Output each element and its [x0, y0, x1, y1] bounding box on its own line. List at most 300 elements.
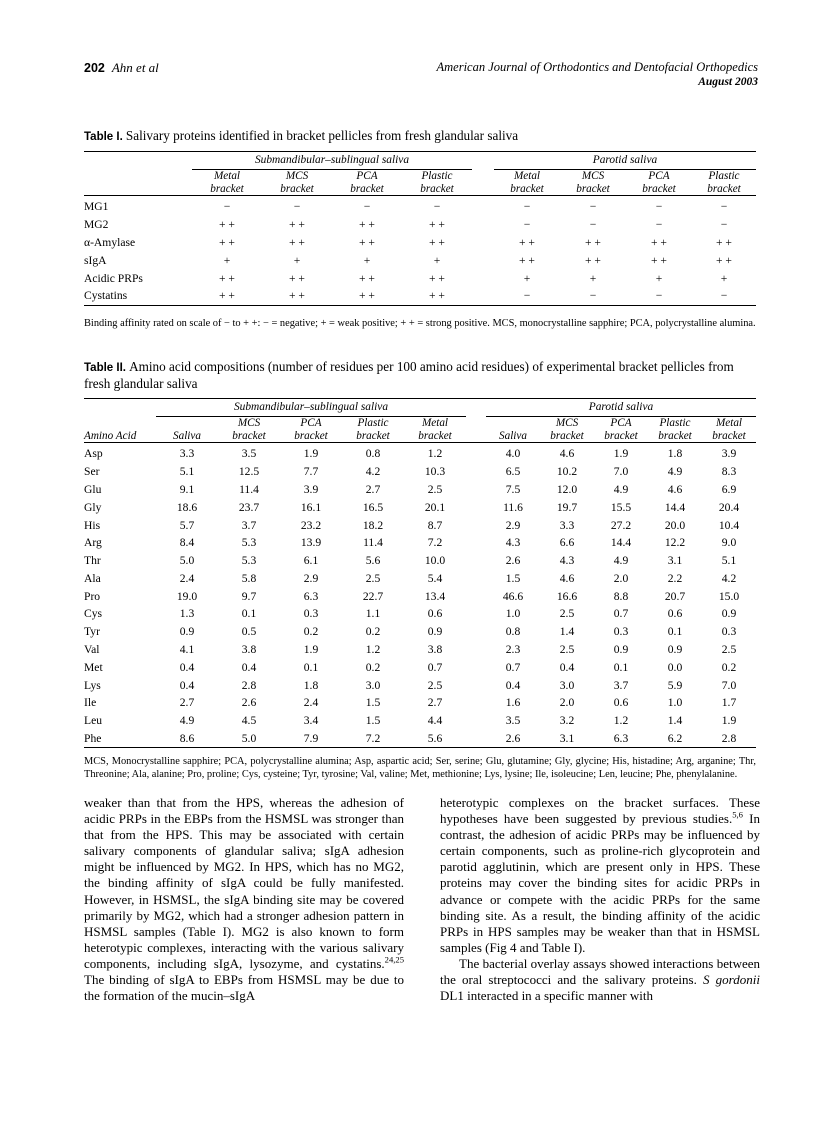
table-2-row-12-label: Met — [84, 660, 103, 674]
table-2-group-gap — [466, 569, 486, 587]
table-2-cell-12-6: 0.4 — [559, 660, 575, 674]
table-2-cell-13-7: 3.7 — [613, 678, 629, 692]
table-2-cell-1-9: 8.3 — [721, 465, 737, 479]
table-2-cell-5-4: 7.2 — [427, 536, 443, 550]
issue-date: August 2003 — [698, 76, 758, 88]
table-2-row-6-label: Thr — [84, 554, 101, 568]
table-2-cell-3-3: 16.5 — [362, 500, 384, 514]
table-2-cell-2-8: 4.6 — [667, 482, 683, 496]
table-2-cell-9-8: 0.6 — [667, 607, 683, 621]
table-2-cell-15-6: 3.2 — [559, 714, 575, 728]
table-2-cell-12-1: 0.4 — [241, 660, 257, 674]
table-1-cell-0-6: − — [655, 200, 663, 214]
table-2-row-11-label: Val — [84, 642, 100, 656]
table-1-cell-4-5: + — [589, 271, 597, 285]
table-row — [84, 463, 756, 481]
table-1-cell-4-1: + + — [289, 271, 305, 285]
running-head-authors: Ahn et al — [111, 60, 159, 75]
table-2-col-6: MCS bracket — [550, 417, 584, 442]
table-2-cell-15-5: 3.5 — [505, 714, 521, 728]
table-2-cell-10-7: 0.3 — [613, 625, 629, 639]
table-row — [84, 198, 756, 216]
table-2-cell-7-8: 2.2 — [667, 571, 683, 585]
table-2-cell-8-3: 22.7 — [362, 589, 384, 603]
table-2-cell-16-3: 7.2 — [365, 731, 381, 745]
table-2-group-gap — [466, 623, 486, 641]
table-2-cell-10-9: 0.3 — [721, 625, 737, 639]
table-2-cell-0-0: 3.3 — [179, 447, 195, 461]
table-2-cell-13-9: 7.0 — [721, 678, 737, 692]
table-2-cell-8-1: 9.7 — [241, 589, 257, 603]
table-1-cell-4-4: + — [523, 271, 531, 285]
table-2-cell-1-1: 12.5 — [238, 465, 260, 479]
table-2-cell-5-9: 9.0 — [721, 536, 737, 550]
table-2-cell-8-6: 16.6 — [556, 589, 578, 603]
species-name: S gordonii — [703, 972, 760, 988]
table-2-cell-16-5: 2.6 — [505, 731, 521, 745]
table-2-group-gap — [466, 463, 486, 481]
table-2-cell-4-9: 10.4 — [718, 518, 740, 532]
table-2-cell-14-3: 1.5 — [365, 696, 381, 710]
table-row — [84, 623, 756, 641]
table-2-row-13-label: Lys — [84, 678, 101, 692]
table-1-cell-5-6: − — [655, 289, 663, 303]
table-2-row-14-label: Ile — [84, 696, 97, 710]
table-2-cell-16-0: 8.6 — [179, 731, 195, 745]
table-2-cell-6-4: 10.0 — [424, 554, 446, 568]
table-2-cell-7-3: 2.5 — [365, 571, 381, 585]
table-2-cell-6-8: 3.1 — [667, 554, 683, 568]
table-2-cell-7-1: 5.8 — [241, 571, 257, 585]
table-2-cell-5-8: 12.2 — [664, 536, 686, 550]
table-2 — [84, 398, 756, 750]
table-2-col-7: PCA bracket — [604, 417, 638, 442]
table-2-cell-2-7: 4.9 — [613, 482, 629, 496]
table-2-cell-6-2: 6.1 — [303, 554, 319, 568]
table-2-cell-1-4: 10.3 — [424, 465, 446, 479]
table-2-row-4-label: His — [84, 518, 101, 532]
running-head-right — [437, 60, 759, 90]
table-2-cell-5-1: 5.3 — [241, 536, 257, 550]
table-2-cell-2-3: 2.7 — [365, 482, 381, 496]
table-2-cell-3-9: 20.4 — [718, 500, 740, 514]
table-2-cell-1-7: 7.0 — [613, 465, 629, 479]
table-2-group-gap — [466, 694, 486, 712]
table-2-cell-10-3: 0.2 — [365, 625, 381, 639]
table-2-row-0-label: Asp — [84, 447, 103, 461]
table-2-cell-5-2: 13.9 — [300, 536, 322, 550]
table-2-cell-12-8: 0.0 — [667, 660, 683, 674]
table-2-cell-4-6: 3.3 — [559, 518, 575, 532]
table-2-cell-6-7: 4.9 — [613, 554, 629, 568]
table-1-block — [84, 128, 756, 331]
table-2-cell-9-7: 0.7 — [613, 607, 629, 621]
table-row — [84, 694, 756, 712]
table-1-label: Table I. — [84, 131, 123, 143]
table-2-cell-11-5: 2.3 — [505, 642, 521, 656]
table-2-cell-6-3: 5.6 — [365, 554, 381, 568]
table-2-cell-16-8: 6.2 — [667, 731, 683, 745]
table-1 — [84, 151, 756, 312]
table-1-cell-3-1: + — [293, 253, 301, 267]
citation-superscript: 24,25 — [384, 954, 404, 965]
table-2-cell-6-5: 2.6 — [505, 554, 521, 568]
table-1-cell-5-3: + + — [429, 289, 445, 303]
table-1-cell-3-2: + — [363, 253, 371, 267]
table-2-cell-8-0: 19.0 — [176, 589, 198, 603]
table-2-cell-15-0: 4.9 — [179, 714, 195, 728]
table-1-cell-3-4: + + — [519, 253, 535, 267]
table-2-block — [84, 359, 756, 782]
table-2-cell-3-0: 18.6 — [176, 500, 198, 514]
table-2-cell-10-6: 1.4 — [559, 625, 575, 639]
table-1-cell-5-4: − — [523, 289, 531, 303]
table-2-col-9: Metal bracket — [712, 417, 746, 442]
running-head-left — [84, 60, 159, 76]
table-row — [84, 445, 756, 463]
table-2-cell-9-4: 0.6 — [427, 607, 443, 621]
table-row — [84, 658, 756, 676]
table-2-cell-0-9: 3.9 — [721, 447, 737, 461]
table-2-cell-13-0: 0.4 — [179, 678, 195, 692]
table-1-cell-3-6: + + — [651, 253, 667, 267]
table-2-cell-9-1: 0.1 — [241, 607, 257, 621]
table-2-cell-2-0: 9.1 — [179, 482, 195, 496]
table-2-cell-12-4: 0.7 — [427, 660, 443, 674]
table-2-cell-2-5: 7.5 — [505, 482, 521, 496]
table-1-cell-2-5: + + — [585, 235, 601, 249]
table-2-cell-4-7: 27.2 — [610, 518, 632, 532]
table-2-cell-4-2: 23.2 — [300, 518, 322, 532]
table-1-row-5-label: Cystatins — [84, 289, 128, 303]
table-2-cell-15-3: 1.5 — [365, 714, 381, 728]
table-1-cell-0-0: − — [223, 200, 231, 214]
table-1-cell-0-1: − — [293, 200, 301, 214]
body-column-left — [84, 795, 404, 1004]
table-2-cell-13-5: 0.4 — [505, 678, 521, 692]
table-2-cell-11-9: 2.5 — [721, 642, 737, 656]
table-2-cell-12-2: 0.1 — [303, 660, 319, 674]
table-2-group-gap — [466, 587, 486, 605]
table-2-row-15-label: Leu — [84, 714, 103, 728]
table-2-cell-11-2: 1.9 — [303, 642, 319, 656]
table-1-col-0: Metal bracket — [210, 170, 244, 195]
table-1-cell-2-3: + + — [429, 235, 445, 249]
table-2-cell-5-7: 14.4 — [610, 536, 632, 550]
table-2-cell-2-6: 12.0 — [556, 482, 578, 496]
table-2-bottom-rule — [84, 748, 756, 751]
table-1-col-5: MCS bracket — [576, 170, 610, 195]
table-2-row-5-label: Arg — [84, 536, 102, 550]
table-2-col-4: Metal bracket — [418, 417, 452, 442]
table-2-cell-9-6: 2.5 — [559, 607, 575, 621]
table-2-cell-13-3: 3.0 — [365, 678, 381, 692]
table-1-cell-4-7: + — [720, 271, 728, 285]
table-2-col-5: Saliva — [499, 429, 527, 442]
table-row — [84, 481, 756, 499]
table-1-group-1: Submandibular–sublingual saliva — [254, 154, 410, 166]
table-2-cell-9-3: 1.1 — [365, 607, 381, 621]
table-2-group-1: Submandibular–sublingual saliva — [233, 401, 389, 413]
table-2-cell-16-7: 6.3 — [613, 731, 629, 745]
table-2-group-gap — [466, 534, 486, 552]
table-2-cell-1-0: 5.1 — [179, 465, 195, 479]
table-2-cell-0-4: 1.2 — [427, 447, 443, 461]
table-1-cell-5-5: − — [589, 289, 597, 303]
table-row — [84, 498, 756, 516]
table-2-cell-14-1: 2.6 — [241, 696, 257, 710]
table-2-cell-0-6: 4.6 — [559, 447, 575, 461]
table-2-cell-6-1: 5.3 — [241, 554, 257, 568]
table-2-group-gap — [466, 552, 486, 570]
table-1-caption-text: Salivary proteins identified in bracket pellicles from fresh glandular saliva — [125, 128, 519, 143]
table-1-cell-3-7: + + — [716, 253, 732, 267]
table-2-cell-6-9: 5.1 — [721, 554, 737, 568]
table-2-cell-15-2: 3.4 — [303, 714, 319, 728]
table-row — [84, 730, 756, 748]
table-1-cell-4-2: + + — [359, 271, 375, 285]
table-2-cell-15-9: 1.9 — [721, 714, 737, 728]
table-1-rowlabel-header — [84, 170, 192, 196]
table-2-cell-14-2: 2.4 — [303, 696, 319, 710]
table-2-cell-8-7: 8.8 — [613, 589, 629, 603]
table-2-cell-11-0: 4.1 — [179, 642, 195, 656]
table-2-group-gap — [466, 712, 486, 730]
table-2-cell-3-8: 14.4 — [664, 500, 686, 514]
table-2-cell-10-2: 0.2 — [303, 625, 319, 639]
table-1-cell-2-0: + + — [219, 235, 235, 249]
table-2-cell-3-5: 11.6 — [503, 500, 523, 514]
table-1-group-2: Parotid saliva — [592, 154, 658, 166]
table-2-cell-11-6: 2.5 — [559, 642, 575, 656]
table-2-cell-12-3: 0.2 — [365, 660, 381, 674]
table-2-cell-4-4: 8.7 — [427, 518, 443, 532]
table-2-column-header-row — [84, 417, 756, 443]
table-2-cell-10-4: 0.9 — [427, 625, 443, 639]
table-2-label: Table II. — [84, 362, 126, 374]
table-2-group-2: Parotid saliva — [588, 401, 654, 413]
table-row — [84, 234, 756, 252]
table-1-cell-2-2: + + — [359, 235, 375, 249]
table-2-footnote: MCS, Monocrystalline sapphire; PCA, polycrystalline alumina; Asp, aspartic acid; Ser, serine; Glu, glutamine; Gly, glycine; His, histadine; Arg, arganine; Thr, Threonine; Ala, alanine; Pro, proline; Cys, cysteine; Tyr, tyrosine; Val, valine; Met, methionine; Lys, lysine; Ile, isoleucine; Len, leucine; Phe, phenylalanine. — [84, 756, 756, 781]
table-2-group-gap — [466, 498, 486, 516]
table-2-row-9-label: Cys — [84, 607, 103, 621]
table-1-cell-2-6: + + — [651, 235, 667, 249]
table-2-cell-9-9: 0.9 — [721, 607, 737, 621]
table-2-cell-14-9: 1.7 — [721, 696, 737, 710]
table-2-cell-16-2: 7.9 — [303, 731, 319, 745]
table-2-cell-0-7: 1.9 — [613, 447, 629, 461]
table-1-cell-4-6: + — [655, 271, 663, 285]
table-2-caption-text: Amino acid compositions (number of residues per 100 amino acid residues) of experimental bracket pellicles from fresh glandular saliva — [84, 359, 734, 391]
table-1-caption — [84, 128, 756, 145]
body-paragraph — [440, 795, 760, 956]
table-2-cell-10-1: 0.5 — [241, 625, 257, 639]
table-1-cell-1-1: + + — [289, 218, 305, 232]
table-1-row-4-label: Acidic PRPs — [84, 271, 143, 285]
table-2-cell-1-5: 6.5 — [505, 465, 521, 479]
table-1-cell-1-3: + + — [429, 218, 445, 232]
table-2-cell-12-0: 0.4 — [179, 660, 195, 674]
table-2-cell-13-4: 2.5 — [427, 678, 443, 692]
table-2-cell-15-1: 4.5 — [241, 714, 257, 728]
table-1-cell-1-2: + + — [359, 218, 375, 232]
table-1-cell-1-5: − — [589, 218, 597, 232]
table-2-cell-15-4: 4.4 — [427, 714, 443, 728]
table-row — [84, 587, 756, 605]
table-2-rowlabel-header: Amino Acid — [84, 429, 137, 442]
table-1-row-2-label: α-Amylase — [84, 235, 136, 249]
table-2-cell-2-2: 3.9 — [303, 482, 319, 496]
table-2-cell-9-2: 0.3 — [303, 607, 319, 621]
table-row — [84, 534, 756, 552]
table-2-cell-5-5: 4.3 — [505, 536, 521, 550]
table-2-cell-16-9: 2.8 — [721, 731, 737, 745]
table-1-cell-1-6: − — [655, 218, 663, 232]
table-2-cell-14-4: 2.7 — [427, 696, 443, 710]
table-1-col-1: MCS bracket — [280, 170, 314, 195]
table-1-cell-0-5: − — [589, 200, 597, 214]
table-2-cell-11-1: 3.8 — [241, 642, 257, 656]
table-2-cell-4-8: 20.0 — [664, 518, 686, 532]
table-1-column-header-row — [84, 170, 756, 196]
table-2-cell-5-6: 6.6 — [559, 536, 575, 550]
table-2-cell-13-1: 2.8 — [241, 678, 257, 692]
table-2-group-gap — [466, 658, 486, 676]
table-2-cell-1-2: 7.7 — [303, 465, 319, 479]
table-2-cell-16-1: 5.0 — [241, 731, 257, 745]
table-2-cell-11-3: 1.2 — [365, 642, 381, 656]
table-2-cell-8-9: 15.0 — [718, 589, 740, 603]
table-1-cell-1-7: − — [720, 218, 728, 232]
table-2-cell-4-3: 18.2 — [362, 518, 384, 532]
table-1-group-header-row — [84, 154, 756, 166]
table-2-cell-11-8: 0.9 — [667, 642, 683, 656]
table-2-group-gap — [466, 516, 486, 534]
table-2-cell-8-2: 6.3 — [303, 589, 319, 603]
table-2-cell-12-7: 0.1 — [613, 660, 629, 674]
table-2-cell-13-2: 1.8 — [303, 678, 319, 692]
table-1-cell-5-1: + + — [289, 289, 305, 303]
table-1-cell-2-1: + + — [289, 235, 305, 249]
table-2-cell-5-0: 8.4 — [179, 536, 195, 550]
table-2-group-gap — [466, 481, 486, 499]
table-2-group-gap — [466, 445, 486, 463]
table-2-cell-7-0: 2.4 — [179, 571, 195, 585]
table-row — [84, 516, 756, 534]
table-2-body — [84, 445, 756, 748]
table-1-cell-4-0: + + — [219, 271, 235, 285]
table-2-cell-7-4: 5.4 — [427, 571, 443, 585]
table-2-cell-10-5: 0.8 — [505, 625, 521, 639]
table-1-cell-3-3: + — [433, 253, 441, 267]
table-1-cell-0-4: − — [523, 200, 531, 214]
body-text-cont: In contrast, the adhesion of acidic PRPs may be influenced by certain components, such as proline-rich glycoprotein and parotid agglutinin, which are present only in HPS. These proteins may cover the binding sites for acidic PRPs in advance or compete with the acidic PRPs for the same binding site. As a result, the binding affinity of the acidic PRPs in HPS samples may be weaker than that in HSMSL samples (Fig 4 and Table I). — [440, 811, 760, 955]
table-row — [84, 552, 756, 570]
table-2-row-8-label: Pro — [84, 589, 101, 603]
table-row — [84, 569, 756, 587]
table-1-row-3-label: sIgA — [84, 253, 107, 267]
table-2-col-0: Saliva — [173, 429, 201, 442]
table-2-row-2-label: Glu — [84, 482, 102, 496]
table-2-cell-0-2: 1.9 — [303, 447, 319, 461]
table-1-col-6: PCA bracket — [642, 170, 676, 195]
table-2-cell-13-8: 5.9 — [667, 678, 683, 692]
table-1-col-7: Plastic bracket — [707, 170, 741, 195]
table-row — [84, 287, 756, 305]
table-2-cell-8-8: 20.7 — [664, 589, 686, 603]
body-paragraph — [440, 956, 760, 1004]
table-row — [84, 216, 756, 234]
table-2-group-gap — [466, 605, 486, 623]
table-2-caption — [84, 359, 756, 392]
page-number: 202 — [84, 61, 105, 75]
running-head — [84, 60, 758, 100]
table-2-cell-9-5: 1.0 — [505, 607, 521, 621]
table-row — [84, 251, 756, 269]
table-row — [84, 605, 756, 623]
table-1-col-2: PCA bracket — [350, 170, 384, 195]
table-1-col-3: Plastic bracket — [420, 170, 454, 195]
table-2-cell-0-1: 3.5 — [241, 447, 257, 461]
table-1-footnote: Binding affinity rated on scale of − to + +: − = negative; + = weak positive; + + = strong positive. MCS, monocrystalline sapphire; PCA, polycrystalline alumina. — [84, 318, 756, 330]
table-2-cell-12-5: 0.7 — [505, 660, 521, 674]
table-1-cell-5-0: + + — [219, 289, 235, 303]
table-2-cell-0-3: 0.8 — [365, 447, 381, 461]
table-2-cell-3-4: 20.1 — [424, 500, 446, 514]
body-text-cont: DL1 interacted in a specific manner with — [440, 988, 653, 1004]
table-2-cell-7-5: 1.5 — [505, 571, 521, 585]
table-row — [84, 676, 756, 694]
table-2-cell-10-0: 0.9 — [179, 625, 195, 639]
table-1-cell-2-7: + + — [716, 235, 732, 249]
table-2-cell-8-5: 46.6 — [502, 589, 524, 603]
table-1-row-1-label: MG2 — [84, 218, 109, 232]
table-1-cell-3-5: + + — [585, 253, 601, 267]
table-2-cell-1-3: 4.2 — [365, 465, 381, 479]
table-row — [84, 641, 756, 659]
table-1-row-0-label: MG1 — [84, 200, 109, 214]
table-1-cell-0-2: − — [363, 200, 371, 214]
table-2-cell-11-7: 0.9 — [613, 642, 629, 656]
table-2-col-3: Plastic bracket — [356, 417, 390, 442]
table-2-cell-12-9: 0.2 — [721, 660, 737, 674]
table-2-cell-7-9: 4.2 — [721, 571, 737, 585]
table-2-col-1: MCS bracket — [232, 417, 266, 442]
table-2-cell-7-2: 2.9 — [303, 571, 319, 585]
table-2-row-10-label: Tyr — [84, 625, 100, 639]
table-1-cell-2-4: + + — [519, 235, 535, 249]
table-2-cell-16-4: 5.6 — [427, 731, 443, 745]
table-2-cell-15-8: 1.4 — [667, 714, 683, 728]
body-text: weaker than that from the HPS, whereas the adhesion of acidic PRPs in the EBPs from the HSMSL was stronger than that from the HPS. This may be associated with certain salivary components of glandular saliva; sIgA adhesion might be influenced by MG2. In HPS, which has no MG2, the binding affinity of sIgA could be fully manifested. However, in HSMSL, the sIgA binding site may be covered primarily by MG2, which had a stronger adhesion pattern in HSMSL samples (Table I). MG2 is also known to form heterotypic complexes, interacting with the various salivary components, including sIgA, lysozyme, and cystatins. — [84, 795, 404, 971]
table-2-cell-14-8: 1.0 — [667, 696, 683, 710]
table-2-cell-5-3: 11.4 — [363, 536, 383, 550]
body-column-right — [440, 795, 760, 1004]
table-1-cell-0-3: − — [433, 200, 441, 214]
table-2-cell-8-4: 13.4 — [424, 589, 446, 603]
table-1-cell-5-2: + + — [359, 289, 375, 303]
table-2-cell-0-5: 4.0 — [505, 447, 521, 461]
table-2-cell-14-7: 0.6 — [613, 696, 629, 710]
table-2-cell-3-2: 16.1 — [300, 500, 322, 514]
table-1-cell-1-0: + + — [219, 218, 235, 232]
table-2-cell-16-6: 3.1 — [559, 731, 575, 745]
table-2-cell-3-6: 19.7 — [556, 500, 578, 514]
table-2-cell-9-0: 1.3 — [179, 607, 195, 621]
table-2-cell-1-6: 10.2 — [556, 465, 578, 479]
table-2-cell-3-7: 15.5 — [610, 500, 632, 514]
